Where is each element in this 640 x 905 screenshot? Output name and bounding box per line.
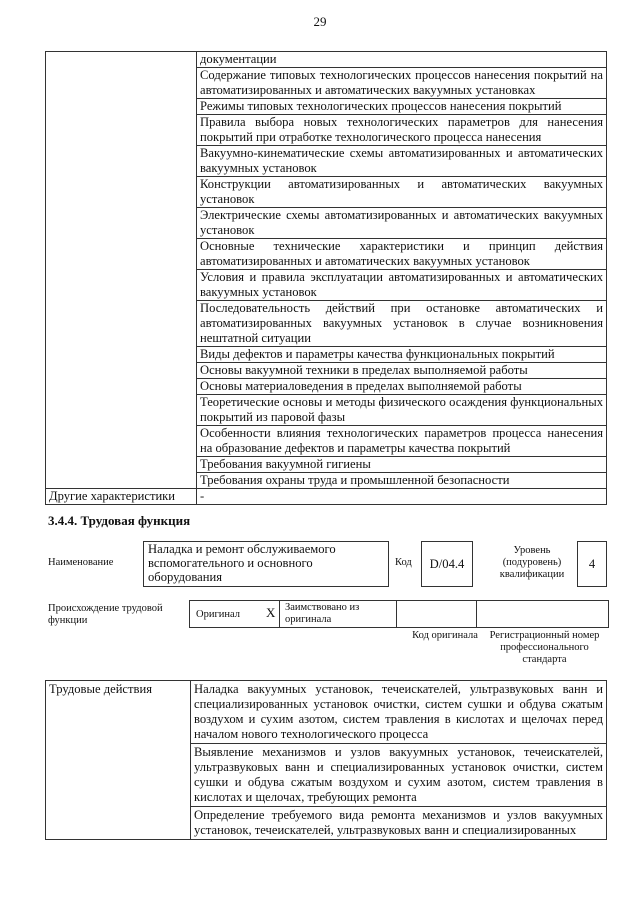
knowledge-item: Вакуумно-кинематические схемы автоматизированных и автоматических вакуумных установок [197, 146, 607, 177]
knowledge-item: Конструкции автоматизированных и автоматических вакуумных установок [197, 177, 607, 208]
orig-code-label: Код оригинала [412, 630, 478, 641]
actions-label: Трудовые действия [46, 681, 191, 840]
knowledge-item: Виды дефектов и параметры качества функциональных покрытий [197, 347, 607, 363]
name-label: Наименование [48, 557, 114, 568]
knowledge-item: Правила выбора новых технологических параметров для нанесения покрытий при отработке технологического процесса нанесения [197, 115, 607, 146]
page-number: 29 [313, 14, 327, 29]
knowledge-item: Условия и правила эксплуатации автоматизированных и автоматических вакуумных установок [197, 270, 607, 301]
other-value: - [197, 489, 607, 505]
knowledge-item: Основные технические характеристики и принцип действия автоматизированных и автоматических вакуумных установок [197, 239, 607, 270]
original-label: Оригинал [196, 609, 240, 620]
knowledge-item: Режимы типовых технологических процессов нанесения покрытий [197, 99, 607, 115]
code-label: Код [395, 557, 412, 568]
level-value: 4 [577, 541, 607, 587]
knowledge-item: Основы вакуумной техники в пределах выполняемой работы [197, 363, 607, 379]
origin-label: Происхождение трудовой функции [48, 603, 163, 626]
knowledge-item: Содержание типовых технологических процессов нанесения покрытий на автоматизированных и автоматических вакуумных установках [197, 68, 607, 99]
knowledge-item: Теоретические основы и методы физического осаждения функциональных покрытий из паровой фазы [197, 395, 607, 426]
knowledge-item: Основы материаловедения в пределах выполняемой работы [197, 379, 607, 395]
knowledge-item: документации [197, 52, 607, 68]
knowledge-item: Электрические схемы автоматизированных и автоматических вакуумных установок [197, 208, 607, 239]
level-label: Уровень (подуровень) квалификации [499, 545, 565, 580]
knowledge-item: Последовательность действий при остановке автоматических и автоматизированных вакуумных установок в случае возникновения нештатной ситуации [197, 301, 607, 347]
section-heading: 3.4.4. Трудовая функция [48, 513, 191, 528]
actions-table [45, 680, 607, 840]
borrowed-label: Заимствовано из оригинала [285, 602, 360, 625]
action-item: Выявление механизмов и узлов вакуумных установок, течеискателей, ультразвуковых ванн и специализированных установок очистки, систем сушки и обдува сжатым воздухом и сухим азотом, систем травления в кислотах и щелочах, требующих ремонта [191, 744, 607, 807]
knowledge-item: Требования вакуумной гигиены [197, 457, 607, 473]
knowledge-item: Требования охраны труда и промышленной безопасности [197, 473, 607, 489]
action-item: Наладка вакуумных установок, течеискателей, ультразвуковых ванн и специализированных установок очистки, систем сушки и обдува сжатым воздухом и сухим азотом, систем травления в кислотах и щелочах перед началом нового технологического процесса [191, 681, 607, 744]
reg-number-label: Регистрационный номер профессионального стандарта [489, 630, 600, 665]
knowledge-label-cell [46, 52, 197, 489]
knowledge-item: Особенности влияния технологических параметров процесса нанесения на образование дефектов и параметры качества покрытий [197, 426, 607, 457]
other-label: Другие характеристики [46, 489, 197, 505]
name-value: Наладка и ремонт обслуживаемого вспомогательного и основного оборудования [143, 541, 389, 587]
original-mark: X [266, 605, 276, 620]
knowledge-table [45, 51, 607, 505]
action-item: Определение требуемого вида ремонта механизмов и узлов вакуумных установок, течеискателей, ультразвуковых ванн и специализированных [191, 807, 607, 840]
origin-box [189, 600, 609, 628]
code-value: D/04.4 [421, 541, 473, 587]
